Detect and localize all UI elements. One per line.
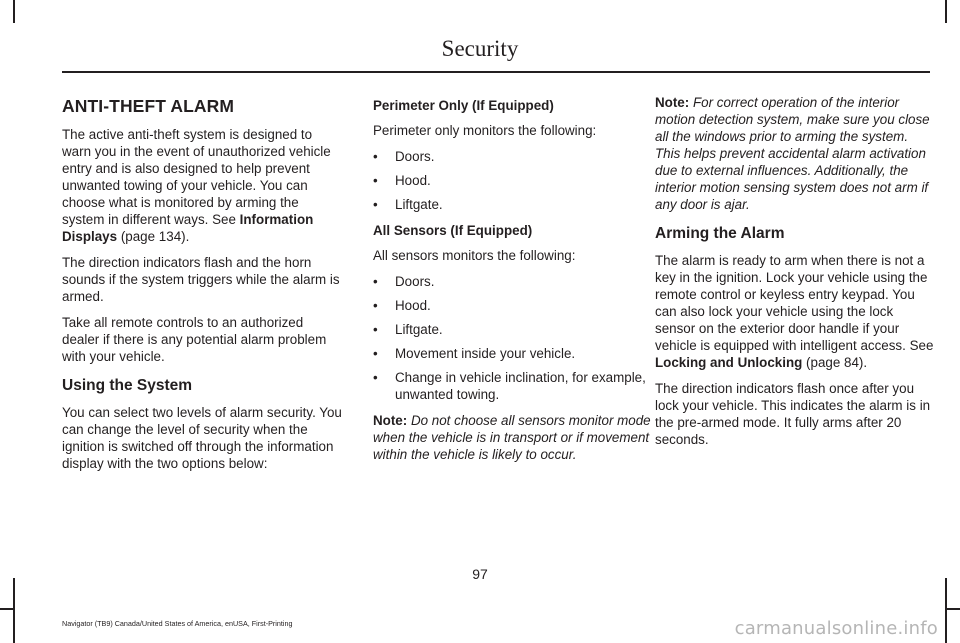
paragraph-levels: You can select two levels of alarm security. You can change the level of security when the ignition is switched off through the information display with the two options below: — [62, 405, 342, 471]
paragraph-intro — [62, 126, 342, 245]
list-item — [373, 321, 653, 338]
bullet: • — [373, 274, 378, 289]
link-information-displays[interactable]: Information Displays — [62, 212, 314, 244]
arming-page-ref: (page 84). — [806, 355, 868, 370]
list-item-text: Hood. — [395, 298, 431, 313]
note-text: Do not choose all sensors monitor mode when the vehicle is in transport or if movement within the vehicle is likely to occur. — [373, 413, 651, 462]
list-item — [373, 345, 653, 362]
list-item — [373, 196, 653, 213]
bullet: • — [373, 370, 378, 385]
list-item-text: Hood. — [395, 173, 431, 188]
bullet: • — [373, 346, 378, 361]
note-label: Note: — [655, 95, 690, 110]
list-item — [373, 148, 653, 165]
edition-footer: Navigator (TB9) Canada/United States of America, enUSA, First-Printing — [62, 619, 293, 628]
list-item-text: Change in vehicle inclination, for example, unwanted towing. — [395, 370, 646, 402]
list-item — [373, 273, 653, 290]
paragraph-arming — [655, 252, 935, 371]
crop-mark-bottom-left-horizontal — [0, 608, 14, 610]
column-middle — [373, 94, 653, 472]
heading-anti-theft-alarm: ANTI-THEFT ALARM — [62, 96, 235, 116]
heading-arming-the-alarm: Arming the Alarm — [655, 225, 785, 242]
paragraph-indicators: The direction indicators flash and the horn sounds if the system triggers while the alarm is armed. — [62, 255, 340, 304]
list-perimeter — [373, 148, 653, 213]
column-right — [655, 94, 935, 457]
crop-mark-bottom-right-vertical — [945, 578, 947, 643]
crop-mark-top-left-vertical — [13, 0, 15, 23]
paragraph-perimeter: Perimeter only monitors the following: — [373, 123, 597, 138]
bullet: • — [373, 322, 378, 337]
intro-text: The active anti-theft system is designed to warn you in the event of unauthorized vehicle entry and is also designed to help prevent unwanted towing of your vehicle. You can choose what is monitored by arming the system in different ways. See — [62, 127, 331, 227]
heading-all-sensors: All Sensors (If Equipped) — [373, 223, 533, 238]
list-item-text: Movement inside your vehicle. — [395, 346, 576, 361]
crop-mark-bottom-right-horizontal — [946, 608, 960, 610]
page-header-title: Security — [441, 36, 519, 61]
crop-mark-bottom-left-vertical — [13, 578, 15, 643]
list-item-text: Doors. — [395, 274, 435, 289]
note-windows — [655, 94, 935, 213]
list-item-text: Doors. — [395, 149, 435, 164]
header-rule — [62, 71, 930, 73]
list-item — [373, 369, 653, 403]
link-locking-and-unlocking[interactable]: Locking and Unlocking — [655, 355, 803, 370]
list-item — [373, 172, 653, 189]
heading-perimeter-only: Perimeter Only (If Equipped) — [373, 98, 554, 113]
list-item-text: Liftgate. — [395, 322, 443, 337]
list-all-sensors — [373, 273, 653, 403]
heading-using-the-system: Using the System — [62, 377, 193, 394]
column-left — [62, 94, 342, 481]
note-label: Note: — [373, 413, 408, 428]
note-text: For correct operation of the interior motion detection system, make sure you close all the windows prior to arming the system. This helps prevent accidental alarm activation due to external influences. Additionally, the interior motion sensing system does not arm if any door is ajar. — [655, 95, 930, 212]
page-number: 97 — [472, 566, 488, 582]
note-transport — [373, 412, 653, 463]
watermark: carmanualsonline.info — [734, 618, 938, 639]
paragraph-dealer: Take all remote controls to an authorized dealer if there is any potential alarm problem with your vehicle. — [62, 315, 327, 364]
paragraph-pre-armed: The direction indicators flash once after you lock your vehicle. This indicates the alarm is in the pre-armed mode. It fully arms after 20 seconds. — [655, 381, 931, 447]
intro-page-ref: (page 134). — [120, 229, 190, 244]
list-item — [373, 297, 653, 314]
bullet: • — [373, 298, 378, 313]
bullet: • — [373, 173, 378, 188]
arming-text: The alarm is ready to arm when there is not a key in the ignition. Lock your vehicle using the remote control or keyless entry keypad. You can also lock your vehicle using the lock sensor on the exterior door handle if your vehicle is equipped with intelligent access. See — [655, 253, 934, 353]
bullet: • — [373, 197, 378, 212]
crop-mark-top-right-vertical — [945, 0, 947, 23]
list-item-text: Liftgate. — [395, 197, 443, 212]
bullet: • — [373, 149, 378, 164]
paragraph-all-sensors: All sensors monitors the following: — [373, 248, 576, 263]
